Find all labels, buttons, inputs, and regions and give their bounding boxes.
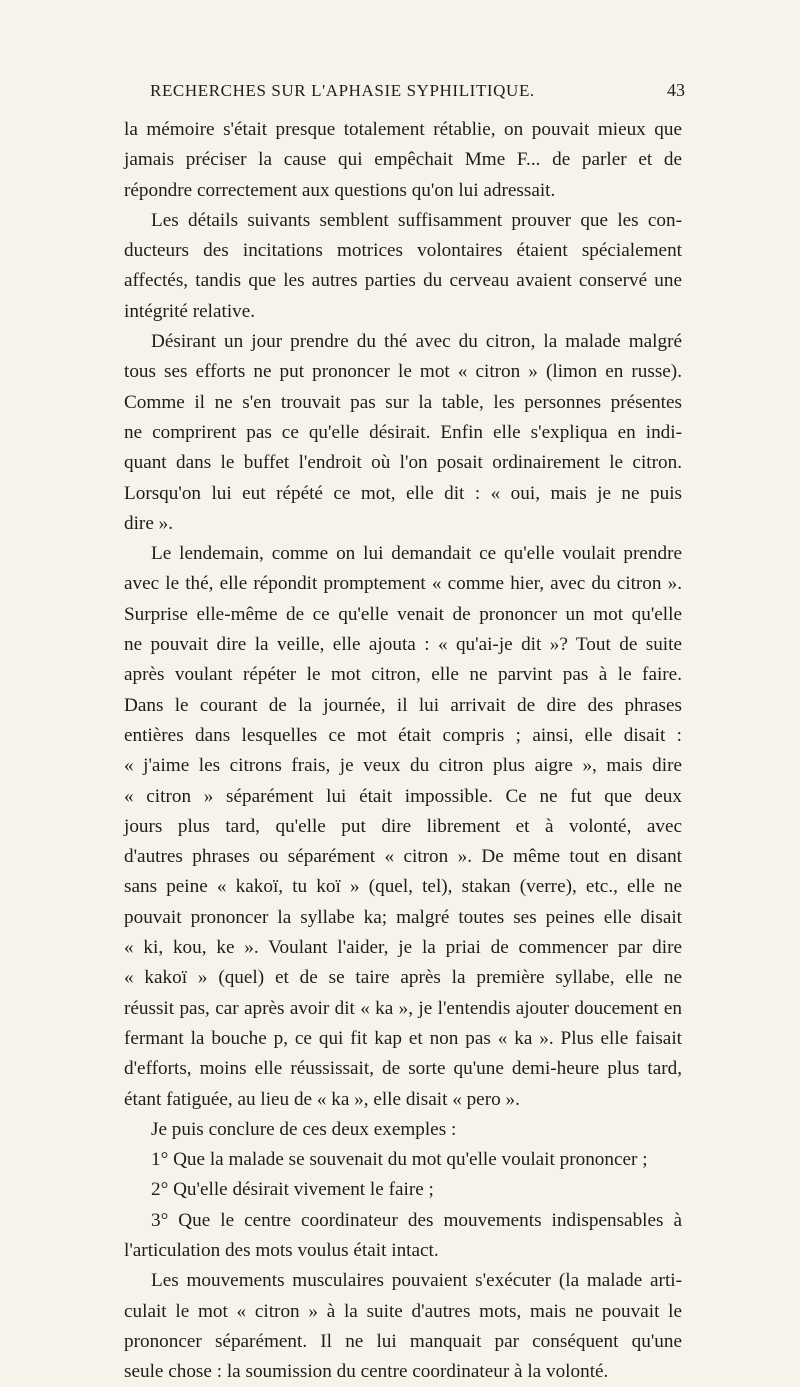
text-line: ne pouvait dire la veille, elle ajouta : « qu'ai-je dit »? Tout de suite [124,634,682,656]
text-line: « j'aime les citrons frais, je veux du citron plus aigre », mais dire [124,755,682,777]
text-line: affectés, tandis que les autres parties du cerveau avaient conservé une [124,270,682,292]
text-line: Dans le courant de la journée, il lui arrivait de dire des phrases [124,694,682,716]
text-line: 3° Que le centre coordinateur des mouvements indispensables à [151,1209,682,1231]
text-line: d'efforts, moins elle réussissait, de sorte qu'une demi-heure plus tard, [124,1058,682,1080]
text-line: « kakoï » (quel) et de se taire après la première syllabe, elle ne [124,967,682,989]
text-line: 1° Que la malade se souvenait du mot qu'elle voulait prononcer ; [151,1149,648,1171]
page-number: 43 [667,80,685,100]
text-line: jamais préciser la cause qui empêchait Mme F... de parler et de [124,149,682,171]
text-line: l'articulation des mots voulus était intact. [124,1239,439,1261]
text-line: Je puis conclure de ces deux exemples : [151,1118,457,1140]
text-line: d'autres phrases ou séparément « citron ». De même tout en disant [124,846,682,868]
text-line: 2° Qu'elle désirait vivement le faire ; [151,1179,434,1201]
text-line: sans peine « kakoï, tu koï » (quel, tel), stakan (verre), etc., elle ne [124,876,682,898]
running-title: RECHERCHES SUR L'APHASIE SYPHILITIQUE. [150,81,535,100]
text-line: seule chose : la soumission du centre coordinateur à la volonté. [124,1361,609,1383]
text-line: fermant la bouche p, ce qui fit kap et non pas « ka ». Plus elle faisait [124,1027,682,1049]
page-header [150,81,685,105]
text-line: prononcer séparément. Il ne lui manquait par conséquent qu'une [124,1330,682,1352]
text-line: réussit pas, car après avoir dit « ka », je l'entendis ajouter doucement en [124,997,682,1019]
text-line: la mémoire s'était presque totalement rétablie, on pouvait mieux que [124,119,682,140]
text-line: jours plus tard, qu'elle put dire librement et à volonté, avec [124,815,682,837]
text-line: tous ses efforts ne put prononcer le mot « citron » (limon en russe). [124,361,682,383]
text-line: entières dans lesquelles ce mot était compris ; ainsi, elle disait : [124,724,682,746]
text-line: intégrité relative. [124,300,256,322]
text-line: répondre correctement aux questions qu'on lui adressait. [124,179,556,201]
text-line: quant dans le buffet l'endroit où l'on posait ordinairement le citron. [124,452,682,474]
text-line: dire ». [124,512,174,534]
body-text [124,115,682,1387]
text-line: Lorsqu'on lui eut répété ce mot, elle dit : « oui, mais je ne puis [124,482,682,504]
text-line: « ki, kou, ke ». Voulant l'aider, je la priai de commencer par dire [124,937,682,959]
text-line: culait le mot « citron » à la suite d'autres mots, mais ne pouvait le [124,1300,682,1322]
text-line: avec le thé, elle répondit promptement « comme hier, avec du citron ». [124,573,682,595]
text-line: ne comprirent pas ce qu'elle désirait. Enfin elle s'expliqua en indi- [124,421,682,443]
text-line: « citron » séparément lui était impossible. Ce ne fut que deux [124,785,682,807]
text-line: après voulant répéter le mot citron, elle ne parvint pas à le faire. [124,664,682,686]
text-line: pouvait prononcer la syllabe ka; malgré toutes ses peines elle disait [124,906,682,928]
text-line: ducteurs des incitations motrices volontaires étaient spécialement [124,240,682,262]
text-line: Les détails suivants semblent suffisamment prouver que les con- [151,209,682,231]
text-line: étant fatiguée, au lieu de « ka », elle disait « pero ». [124,1088,520,1110]
text-line: Le lendemain, comme on lui demandait ce qu'elle voulait prendre [151,543,682,565]
text-line: Comme il ne s'en trouvait pas sur la table, les personnes présentes [124,391,682,413]
text-line: Surprise elle-même de ce qu'elle venait de prononcer un mot qu'elle [124,603,682,625]
text-line: Désirant un jour prendre du thé avec du citron, la malade malgré [151,331,682,353]
text-line: Les mouvements musculaires pouvaient s'exécuter (la malade arti- [151,1270,682,1292]
